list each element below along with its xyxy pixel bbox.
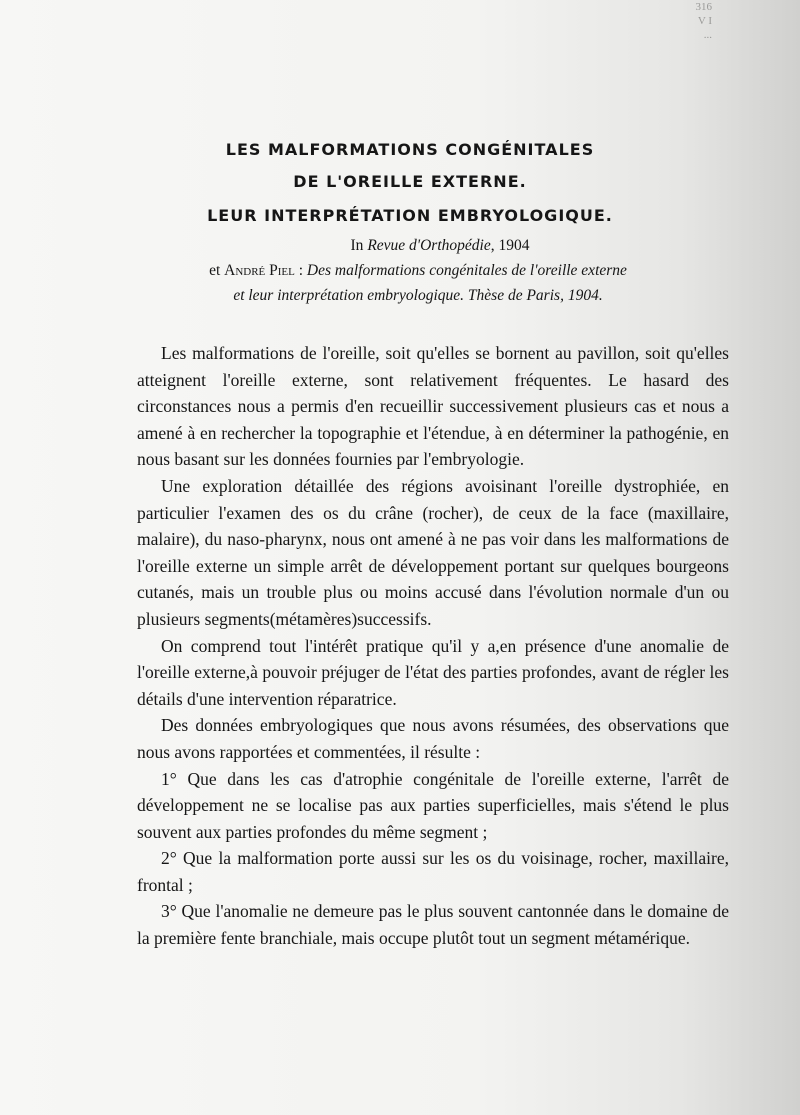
paragraph: Les malformations de l'oreille, soit qu'elles se bornent au pavillon, soit qu'elles atteignent l'oreille externe, sont relativement fréquentes. Le hasard des circonstances nous a permis d'en recueillir successivement plusieurs cas et nous a amené à en rechercher la topographie et l'étendue, à en déterminer la pathogénie, en nous basant sur les données fournies par l'embryologie.	[137, 343, 729, 470]
title-line-1: LES MALFORMATIONS CONGÉNITALES	[225, 140, 595, 159]
title-line-2: DE L'OREILLE EXTERNE.	[293, 172, 527, 191]
author-name: André Piel	[224, 262, 295, 279]
title-line-3: LEUR INTERPRÉTATION EMBRYOLOGIQUE.	[207, 206, 613, 225]
source-citation-thesis-cont: et leur interprétation embryologique. Thèse de Paris, 1904.	[233, 287, 603, 304]
source-citation-journal: In Revue d'Orthopédie, 1904	[350, 237, 530, 254]
body-text	[137, 340, 729, 952]
corner-page-mark: 316 V I ...	[695, 1, 712, 41]
conclusion-item-2: 2° Que la malformation porte aussi sur les os du voisinage, rocher, maxillaire, frontal ;	[137, 848, 729, 895]
conclusion-item-3: 3° Que l'anomalie ne demeure pas le plus souvent cantonnée dans le domaine de la première fente branchiale, mais occupe plutôt tout un segment métamérique.	[137, 901, 729, 949]
paragraph: Une exploration détaillée des régions avoisinant l'oreille dystrophiée, en particulier l'examen des os du crâne (rocher), de ceux de la face (maxillaire, malaire), du naso-pharynx, nous ont amené à ne pas voir dans les malformations de l'oreille externe un simple arrêt de développement portant sur quelques bourgeons cutanés, mais un trouble plus ou moins accusé dans l'évolution normale d'un ou plusieurs segments(métamères)successifs.	[137, 475, 729, 629]
paragraph: Des données embryologiques que nous avons résumées, des observations que nous avons rapportées et commentées, il résulte :	[137, 715, 729, 762]
source-citation-thesis: et André Piel : Des malformations congénitales de l'oreille externe	[209, 262, 627, 279]
conclusion-item-1: 1° Que dans les cas d'atrophie congénitale de l'oreille externe, l'arrêt de développement ne se localise pas aux parties superficielles, mais s'étend le plus souvent aux parties profondes du même segment ;	[137, 768, 729, 842]
paragraph: On comprend tout l'intérêt pratique qu'il y a,en présence d'une anomalie de l'oreille externe,à pouvoir préjuger de l'état des parties profondes, avant de régler les détails d'une intervention réparatrice.	[137, 635, 729, 709]
